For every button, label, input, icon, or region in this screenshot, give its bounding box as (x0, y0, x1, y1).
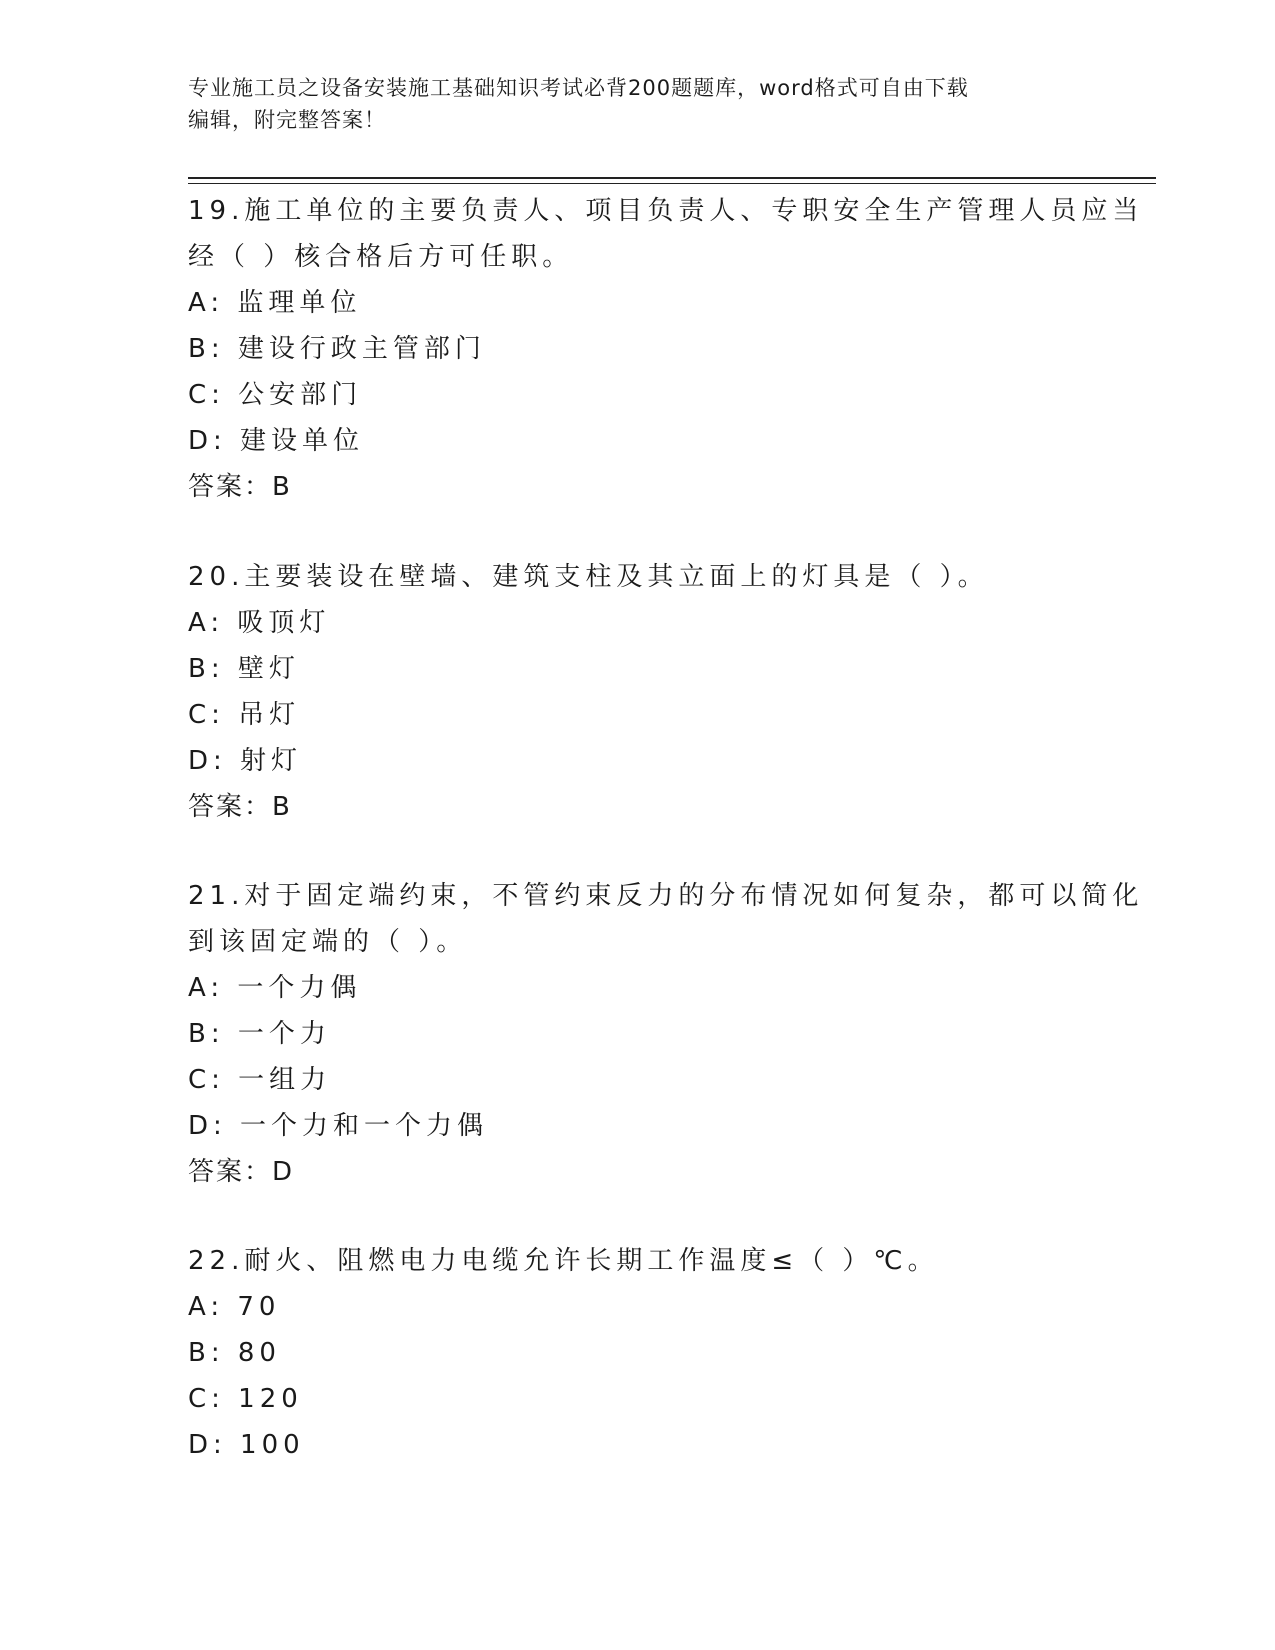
header-line-2: 编辑，附完整答案！ (188, 108, 386, 132)
document-header (188, 72, 1088, 136)
option-c: C: 吊灯 (188, 700, 301, 730)
option-b: B: 建设行政主管部门 (188, 334, 486, 364)
option-d: D: 一个力和一个力偶 (188, 1111, 489, 1141)
question-21 (188, 873, 1144, 1195)
option-a: A: 70 (188, 1292, 281, 1322)
answer: 答案：B (188, 472, 292, 502)
option-a: A: 吸顶灯 (188, 608, 331, 638)
header-divider-thick (188, 177, 1156, 179)
question-19 (188, 188, 1144, 510)
option-c: C: 公安部门 (188, 380, 363, 410)
option-b: B: 80 (188, 1338, 281, 1368)
option-d: D: 建设单位 (188, 426, 365, 456)
answer: 答案：B (188, 792, 292, 822)
question-stem-line: 20.主要装设在壁墙、建筑支柱及其立面上的灯具是（ ）。 (188, 562, 989, 592)
option-d: D: 射灯 (188, 746, 303, 776)
question-20 (188, 554, 1088, 830)
question-22 (188, 1238, 1088, 1468)
option-d: D: 100 (188, 1430, 305, 1460)
header-line-1: 专业施工员之设备安装施工基础知识考试必背200题题库，word格式可自由下载 (188, 76, 969, 100)
question-stem-line: 19.施工单位的主要负责人、项目负责人、专职安全生产管理人员应当 (188, 196, 1144, 226)
option-c: C: 120 (188, 1384, 303, 1414)
question-stem-line: 到该固定端的（ ）。 (188, 927, 468, 957)
option-a: A: 一个力偶 (188, 973, 362, 1003)
question-stem-line: 22.耐火、阻燃电力电缆允许长期工作温度≤（ ）℃。 (188, 1246, 939, 1276)
question-stem-line: 21.对于固定端约束，不管约束反力的分布情况如何复杂，都可以简化 (188, 881, 1144, 911)
header-divider-thin (188, 183, 1156, 184)
answer: 答案：D (188, 1157, 295, 1187)
option-c: C: 一组力 (188, 1065, 332, 1095)
question-stem-line: 经（ ）核合格后方可任职。 (188, 242, 574, 272)
option-b: B: 一个力 (188, 1019, 331, 1049)
option-b: B: 壁灯 (188, 654, 300, 684)
option-a: A: 监理单位 (188, 288, 362, 318)
